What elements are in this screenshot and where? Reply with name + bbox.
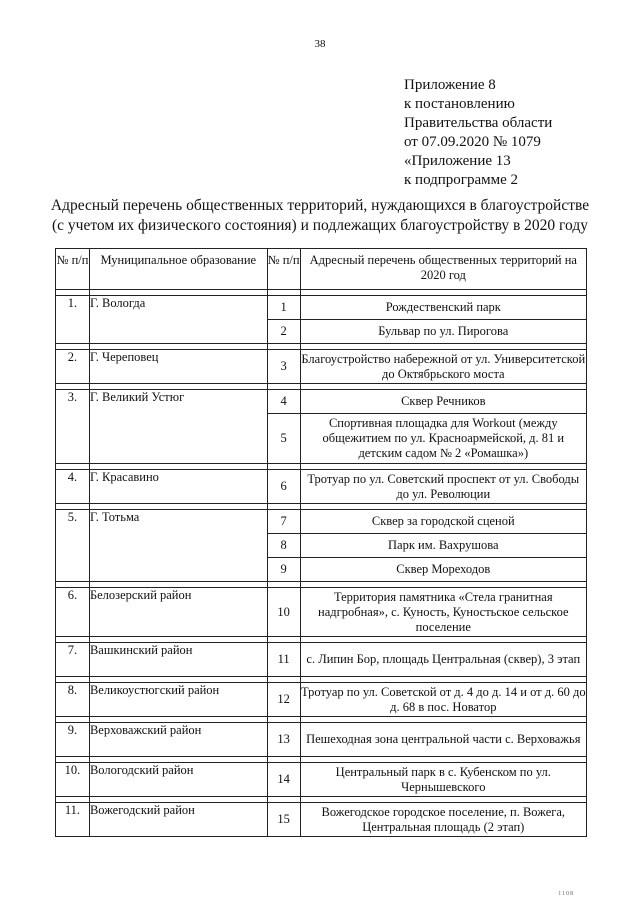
item-number: 8 bbox=[267, 534, 300, 558]
table-row bbox=[56, 683, 587, 717]
address-cell: Пешеходная зона центральной части с. Верховажья bbox=[300, 723, 586, 757]
address-cell: Благоустройство набережной от ул. Университетской до Октябрьского моста bbox=[300, 350, 586, 384]
table-row bbox=[56, 510, 587, 534]
address-cell: Тротуар по ул. Советской от д. 4 до д. 14 и от д. 60 до д. 68 в пос. Новатор bbox=[300, 683, 586, 717]
address-cell: Сквер за городской сценой bbox=[300, 510, 586, 534]
appendix-line: Приложение 8 bbox=[404, 77, 496, 93]
address-cell: Сквер Мореходов bbox=[300, 558, 586, 582]
municipality-cell: Верховажский район bbox=[89, 723, 267, 757]
item-number: 7 bbox=[267, 510, 300, 534]
appendix-line: к постановлению bbox=[404, 96, 515, 112]
item-number: 2 bbox=[267, 320, 300, 344]
header-num2: № п/п bbox=[267, 249, 300, 290]
row-number: 8. bbox=[56, 683, 90, 717]
appendix-line: Правительства области bbox=[404, 115, 553, 131]
row-number: 11. bbox=[56, 803, 90, 837]
appendix-line: от 07.09.2020 № 1079 bbox=[404, 134, 541, 150]
row-number: 6. bbox=[56, 588, 90, 637]
address-cell: Вожегодское городское поселение, п. Вожега, Центральная площадь (2 этап) bbox=[300, 803, 586, 837]
page-number: 38 bbox=[314, 38, 326, 50]
header-address: Адресный перечень общественных территорий на 2020 год bbox=[300, 249, 586, 290]
municipality-cell: Г. Тотьма bbox=[89, 510, 267, 582]
appendix-line: «Приложение 13 bbox=[404, 153, 511, 169]
item-number: 14 bbox=[267, 763, 300, 797]
item-number: 12 bbox=[267, 683, 300, 717]
table-row bbox=[56, 390, 587, 414]
table-row bbox=[56, 350, 587, 384]
municipality-cell: Г. Великий Устюг bbox=[89, 390, 267, 464]
municipality-cell: Вашкинский район bbox=[89, 643, 267, 677]
address-cell: Парк им. Вахрушова bbox=[300, 534, 586, 558]
item-number: 3 bbox=[267, 350, 300, 384]
table-header-row bbox=[56, 249, 587, 290]
item-number: 4 bbox=[267, 390, 300, 414]
row-number: 1. bbox=[56, 296, 90, 344]
appendix-block bbox=[404, 76, 552, 190]
row-number: 9. bbox=[56, 723, 90, 757]
address-cell: Бульвар по ул. Пирогова bbox=[300, 320, 586, 344]
title-line: Адресный перечень общественных территорий, нуждающихся в благоустройстве bbox=[50, 197, 590, 214]
table-row bbox=[56, 588, 587, 637]
address-cell: Рождественский парк bbox=[300, 296, 586, 320]
row-number: 10. bbox=[56, 763, 90, 797]
table-body bbox=[56, 290, 587, 837]
table-row bbox=[56, 763, 587, 797]
address-cell: Территория памятника «Стела гранитная надгробная», с. Куность, Куностьское сельское поселение bbox=[300, 588, 586, 637]
item-number: 13 bbox=[267, 723, 300, 757]
item-number: 15 bbox=[267, 803, 300, 837]
row-number: 3. bbox=[56, 390, 90, 464]
address-cell: с. Липин Бор, площадь Центральная (сквер), 3 этап bbox=[300, 643, 586, 677]
table-row bbox=[56, 470, 587, 504]
item-number: 10 bbox=[267, 588, 300, 637]
territories-table bbox=[55, 248, 587, 837]
municipality-cell: Г. Красавино bbox=[89, 470, 267, 504]
title-line: (с учетом их физического состояния) и подлежащих благоустройству в 2020 году bbox=[52, 217, 588, 234]
address-cell: Сквер Речников bbox=[300, 390, 586, 414]
table-row bbox=[56, 296, 587, 320]
header-municipality: Муниципальное образование bbox=[89, 249, 267, 290]
municipality-cell: Г. Череповец bbox=[89, 350, 267, 384]
address-cell: Спортивная площадка для Workout (между общежитием по ул. Красноармейской, д. 81 и детским садом № 2 «Ромашка») bbox=[300, 414, 586, 464]
appendix-line: к подпрограмме 2 bbox=[404, 172, 518, 188]
item-number: 11 bbox=[267, 643, 300, 677]
table-row bbox=[56, 803, 587, 837]
row-number: 2. bbox=[56, 350, 90, 384]
row-number: 4. bbox=[56, 470, 90, 504]
footer-mark: 1108 bbox=[558, 891, 574, 897]
municipality-cell: Вожегодский район bbox=[89, 803, 267, 837]
table-row bbox=[56, 723, 587, 757]
document-title bbox=[40, 196, 600, 236]
item-number: 9 bbox=[267, 558, 300, 582]
row-number: 7. bbox=[56, 643, 90, 677]
item-number: 5 bbox=[267, 414, 300, 464]
row-number: 5. bbox=[56, 510, 90, 582]
municipality-cell: Белозерский район bbox=[89, 588, 267, 637]
header-num: № п/п bbox=[56, 249, 90, 290]
address-cell: Тротуар по ул. Советский проспект от ул. Свободы до ул. Революции bbox=[300, 470, 586, 504]
municipality-cell: Вологодский район bbox=[89, 763, 267, 797]
address-cell: Центральный парк в с. Кубенском по ул. Чернышевского bbox=[300, 763, 586, 797]
municipality-cell: Великоустюгский район bbox=[89, 683, 267, 717]
item-number: 1 bbox=[267, 296, 300, 320]
item-number: 6 bbox=[267, 470, 300, 504]
municipality-cell: Г. Вологда bbox=[89, 296, 267, 344]
table-row bbox=[56, 643, 587, 677]
